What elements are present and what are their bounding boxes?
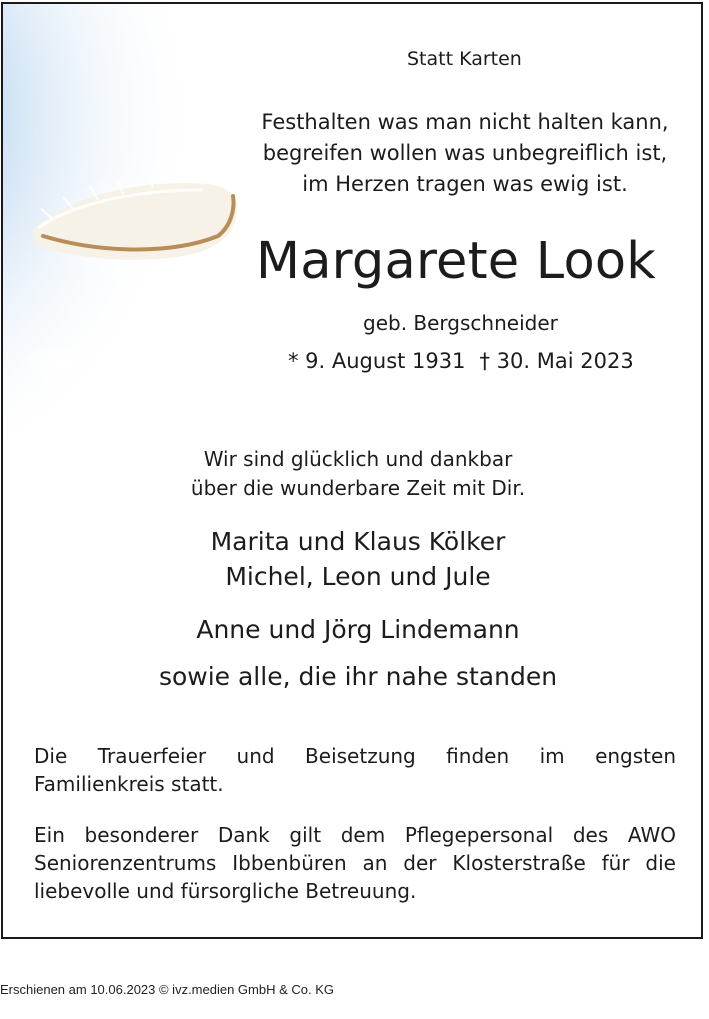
poem-line: Festhalten was man nicht halten kann, (261, 110, 669, 134)
poem-line: begreifen wollen was unbegreiflich ist, (262, 141, 668, 165)
paragraph-line: Ein besonderer Dank gilt dem Pflegepersonal des AWO (34, 823, 676, 847)
mourner-line: sowie alle, die ihr nahe standen (158, 662, 558, 691)
obituary-notice (1, 2, 703, 939)
thanks-line: Wir sind glücklich und dankbar (203, 447, 513, 471)
death-date: † 30. Mai 2023 (479, 349, 634, 373)
life-dates (288, 349, 648, 373)
birth-date: * 9. August 1931 (288, 349, 466, 373)
mourner-line: Marita und Klaus Kölker (210, 527, 506, 556)
gratitude-paragraph (34, 821, 676, 905)
mourner-line: Anne und Jörg Lindemann (196, 615, 520, 644)
poem (235, 107, 695, 200)
publication-footer: Erschienen am 10.06.2023 © ivz.medien GmbH & Co. KG (0, 982, 335, 997)
thanks-line: über die wunderbare Zeit mit Dir. (190, 476, 526, 500)
paragraph-line: liebevolle und fürsorgliche Betreuung. (34, 879, 417, 903)
paragraph-line: Familienkreis statt. (34, 772, 224, 796)
deceased-name: Margarete Look (256, 232, 657, 291)
thanks-message (103, 445, 613, 503)
birth-name: geb. Bergschneider (363, 311, 558, 335)
poem-line: im Herzen tragen was ewig ist. (302, 172, 628, 196)
paragraph-line: Seniorenzentrums Ibbenbüren an der Klosterstraße für die (34, 851, 676, 875)
paragraph-line: Die Trauerfeier und Beisetzung finden im engsten (34, 744, 676, 768)
mourner-line: Michel, Leon und Jule (225, 562, 491, 591)
statt-karten-header: Statt Karten (407, 48, 522, 70)
mourners-group (83, 524, 633, 594)
funeral-info-paragraph (34, 742, 676, 798)
